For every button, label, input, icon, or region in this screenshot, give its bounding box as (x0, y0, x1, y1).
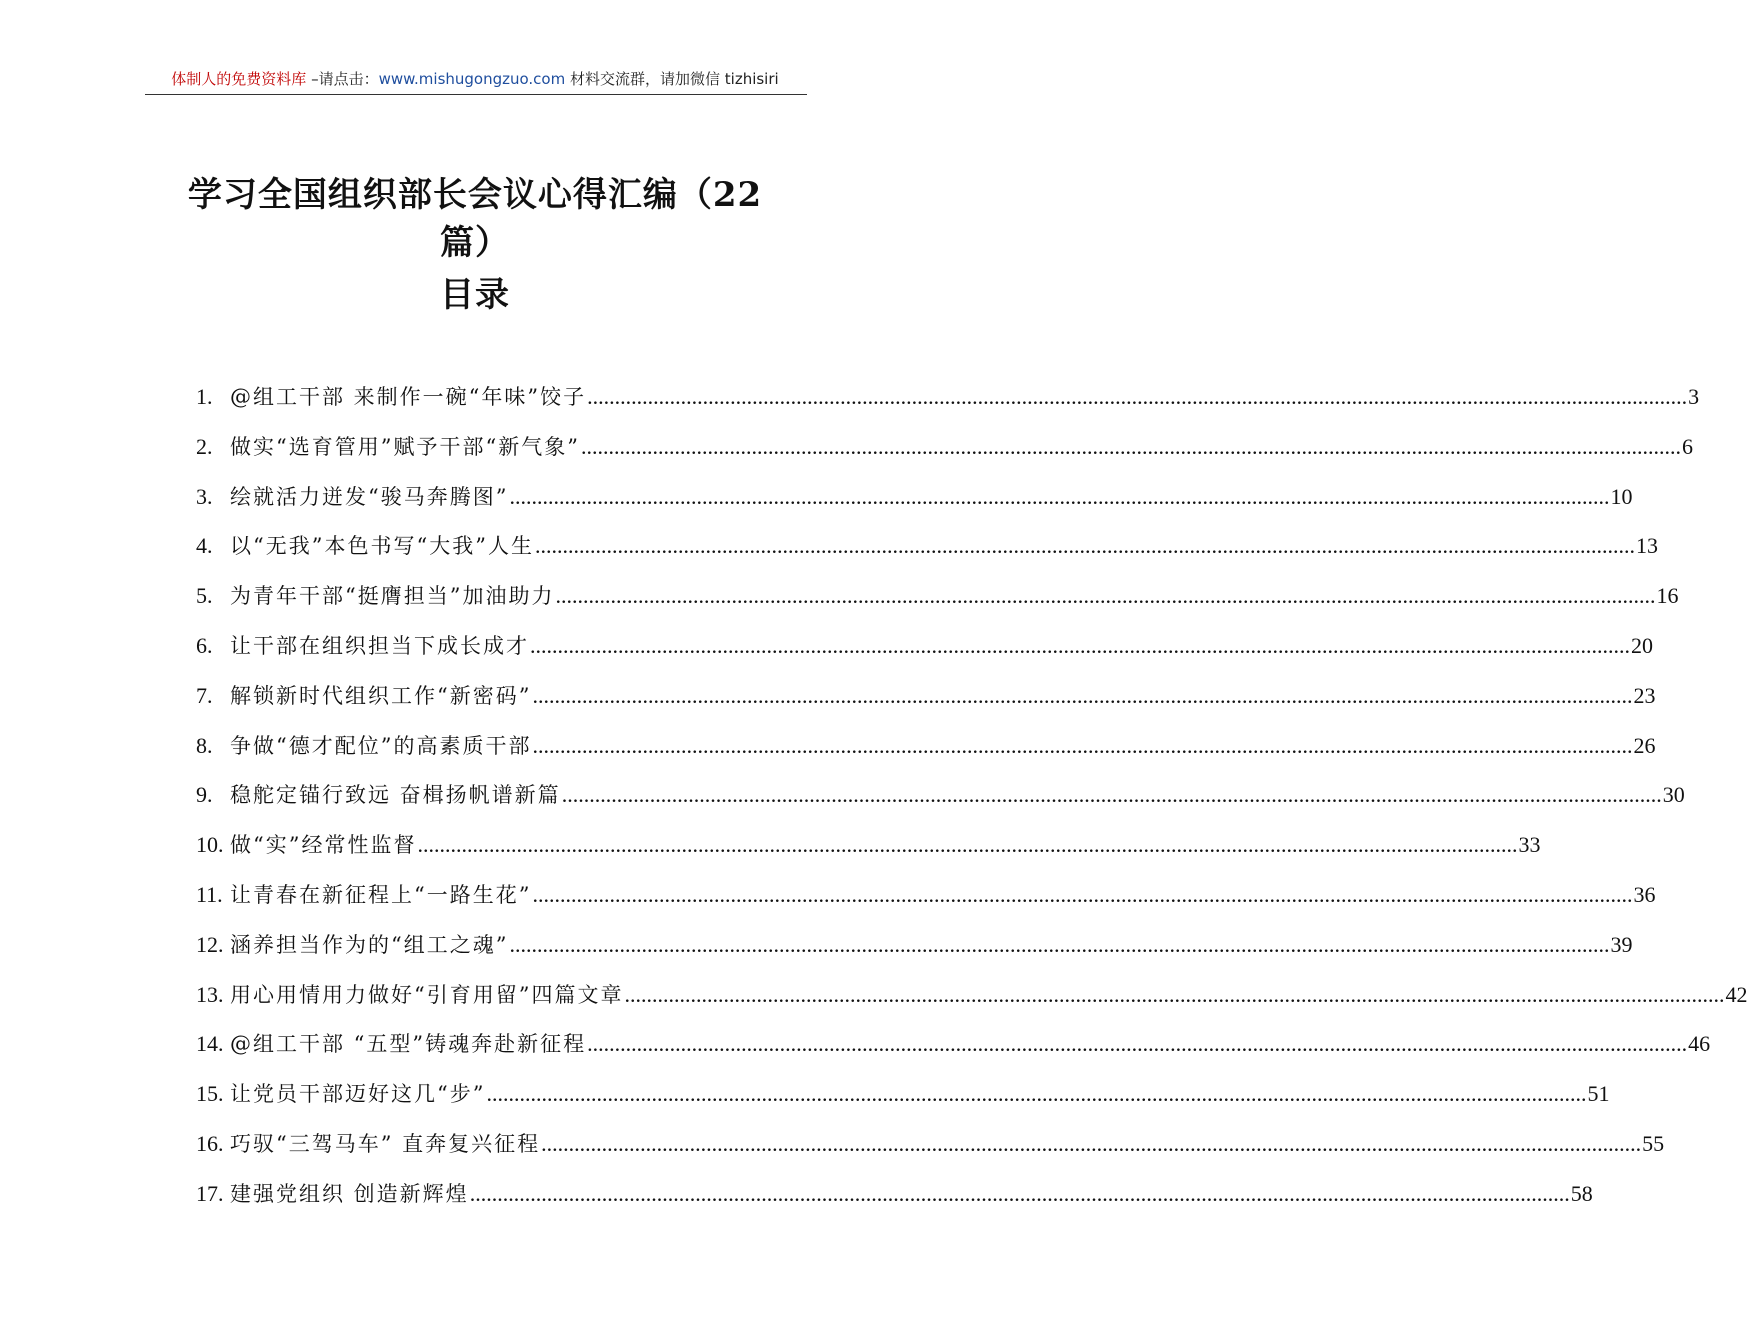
toc-entry-title: 以“无我”本色书写“大我”人生 (230, 534, 534, 559)
toc-entry[interactable] (196, 671, 1656, 721)
document-title-line-2: 篇） (440, 223, 510, 263)
toc-entry-title: 争做“德才配位”的高素质干部 (230, 733, 532, 758)
toc-entry-number: 8. (196, 732, 213, 758)
toc-entry-page: 10 (1610, 483, 1633, 509)
toc-entry-page: 16 (1656, 583, 1679, 609)
page-header (145, 68, 805, 89)
toc-entry-page: 58 (1570, 1180, 1593, 1206)
toc-entry-page: 51 (1587, 1081, 1610, 1107)
toc-entry-page: 46 (1688, 1031, 1711, 1057)
toc-leader-dots: ........................................................................................................................................................................................................ (555, 583, 1656, 609)
toc-entry-page: 33 (1518, 832, 1541, 858)
toc-entry[interactable] (196, 372, 1700, 422)
toc-entry-title: 为青年干部“挺膺担当”加油助力 (230, 584, 555, 609)
toc-entry-page: 26 (1633, 732, 1656, 758)
toc-entry-number: 3. (196, 483, 213, 509)
toc-entry[interactable] (196, 521, 1658, 571)
toc-entry-number: 17. (196, 1180, 224, 1206)
toc-entry-title: 绘就活力迸发“骏马奔腾图” (230, 484, 509, 509)
toc-entry-page: 13 (1635, 533, 1658, 559)
toc-entry-title: 让党员干部迈好这几“步” (230, 1082, 486, 1107)
toc-entry-number: 5. (196, 583, 213, 609)
header-click-prompt: –请点击： (306, 70, 379, 88)
toc-entry-title: 做实“选育管用”赋予干部“新气象” (230, 434, 580, 459)
toc-entry[interactable] (196, 920, 1633, 970)
toc-entry[interactable] (196, 422, 1693, 472)
toc-entry-page: 20 (1631, 632, 1653, 658)
toc-leader-dots: ........................................................................................................................................................................................................ (469, 1180, 1570, 1206)
toc-leader-dots: ........................................................................................................................................................................................................ (541, 1130, 1642, 1156)
toc-entry-title: 用心用情用力做好“引育用留”四篇文章 (230, 982, 624, 1007)
toc-leader-dots: ........................................................................................................................................................................................................ (624, 981, 1725, 1007)
toc-leader-dots: ........................................................................................................................................................................................................ (486, 1081, 1587, 1107)
toc-entry-number: 12. (196, 931, 224, 957)
toc-entry-page: 30 (1662, 782, 1685, 808)
toc-entry-number: 6. (196, 632, 213, 658)
toc-entry-number: 7. (196, 682, 213, 708)
toc-leader-dots: ........................................................................................................................................................................................................ (509, 931, 1610, 957)
toc-heading: 目录 (440, 275, 510, 315)
toc-entry-page: 23 (1633, 682, 1656, 708)
toc-entry-page: 6 (1681, 433, 1693, 459)
toc-entry-title: 建强党组织 创造新辉煌 (230, 1181, 469, 1206)
toc-entry-page: 36 (1633, 881, 1656, 907)
toc-leader-dots: ........................................................................................................................................................................................................ (534, 533, 1635, 559)
toc-entry[interactable] (196, 970, 1747, 1020)
toc-entry-page: 39 (1610, 931, 1633, 957)
toc-entry-number: 4. (196, 533, 213, 559)
toc-entry[interactable] (196, 1019, 1711, 1069)
toc-entry[interactable] (196, 571, 1679, 621)
toc-entry[interactable] (196, 870, 1656, 920)
toc-leader-dots: ........................................................................................................................................................................................................ (532, 682, 1633, 708)
toc-entry-number: 9. (196, 782, 213, 808)
toc-entry-title: @组工干部 “五型”铸魂奔赴新征程 (230, 1032, 587, 1057)
toc-entry[interactable] (196, 770, 1685, 820)
toc-leader-dots: ........................................................................................................................................................................................................ (532, 881, 1633, 907)
toc-entry-title: 涵养担当作为的“组工之魂” (230, 932, 509, 957)
toc-entry-title: 让干部在组织担当下成长成才 (230, 633, 529, 658)
toc-entry[interactable] (196, 721, 1656, 771)
toc-entry-title: @组工干部 来制作一碗“年味”饺子 (230, 385, 587, 409)
toc-leader-dots: ........................................................................................................................................................................................................ (532, 732, 1633, 758)
toc-entry[interactable] (196, 1169, 1593, 1219)
toc-entry-page: 55 (1642, 1130, 1665, 1156)
toc-leader-dots: ........................................................................................................................................................................................................ (509, 483, 1610, 509)
toc-entry[interactable] (196, 1119, 1665, 1169)
header-url-link[interactable]: www.mishugongzuo.com (378, 70, 566, 88)
toc-leader-dots: ........................................................................................................................................................................................................ (561, 782, 1662, 808)
toc-entry[interactable] (196, 1069, 1610, 1119)
toc-leader-dots: ........................................................................................................................................................................................................ (587, 384, 1688, 409)
toc-entry-number: 1. (196, 384, 213, 409)
header-site-name: 体制人的免费资料库 (171, 70, 307, 88)
toc-entry-number: 13. (196, 981, 224, 1007)
toc-entry[interactable] (196, 820, 1541, 870)
toc-entry-page: 3 (1688, 384, 1700, 409)
toc-entry-number: 16. (196, 1130, 224, 1156)
header-divider (145, 94, 807, 95)
toc-leader-dots: ........................................................................................................................................................................................................ (580, 433, 1681, 459)
toc-entry[interactable] (196, 621, 1653, 671)
toc-entry-number: 15. (196, 1081, 224, 1107)
document-title-line-1: 学习全国组织部长会议心得汇编（22 (187, 175, 763, 215)
toc-entry-title: 让青春在新征程上“一路生花” (230, 882, 532, 907)
toc-entry-page: 42 (1725, 981, 1747, 1007)
toc-leader-dots: ........................................................................................................................................................................................................ (417, 832, 1518, 858)
toc-entry-title: 解锁新时代组织工作“新密码” (230, 683, 532, 708)
toc-leader-dots: ........................................................................................................................................................................................................ (587, 1031, 1688, 1057)
toc-entry-number: 10. (196, 832, 224, 858)
toc-entry-number: 2. (196, 433, 213, 459)
toc-entry-title: 稳舵定锚行致远 奋楫扬帆谱新篇 (230, 783, 561, 808)
toc-entry-number: 14. (196, 1031, 224, 1057)
header-wechat-note: 材料交流群，请加微信 tizhisiri (565, 70, 779, 88)
toc-entry-title: 巧驭“三驾马车” 直奔复兴征程 (230, 1131, 541, 1156)
toc-leader-dots: ........................................................................................................................................................................................................ (530, 632, 1630, 658)
toc-entry-number: 11. (196, 881, 223, 907)
toc-entry[interactable] (196, 472, 1633, 522)
table-of-contents (196, 372, 1747, 1219)
toc-entry-title: 做“实”经常性监督 (230, 833, 417, 858)
